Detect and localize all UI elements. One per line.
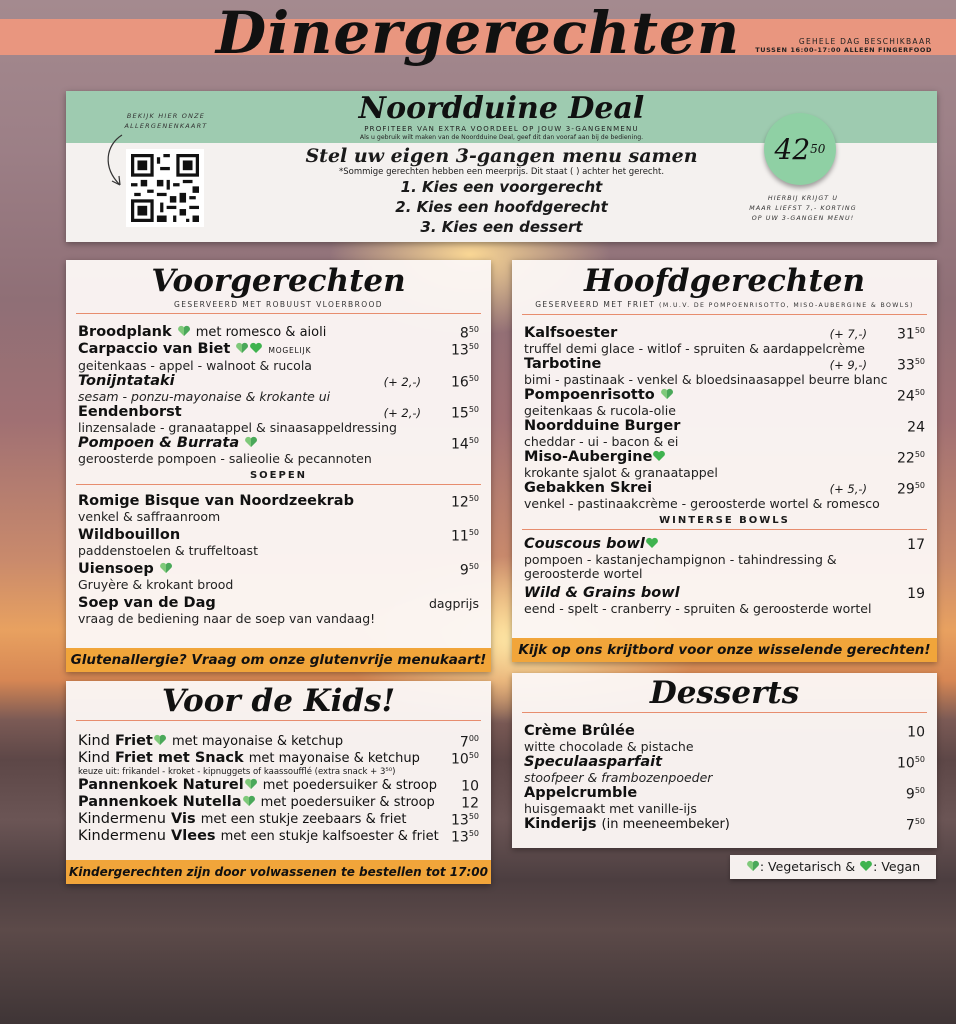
item-price: $22^{50}$: [896, 450, 925, 467]
item-name: Vlees: [171, 828, 216, 844]
item-prefix: Kind: [78, 750, 110, 766]
menu-item: [78, 493, 479, 524]
vegetarian-heart-icon: [242, 795, 256, 807]
item-price: $9^{50}$: [459, 562, 479, 579]
divider: [522, 712, 927, 713]
desserts-panel: [512, 673, 937, 848]
availability-line2: TUSSEN 16:00-17:00 ALLEEN FINGERFOOD: [755, 46, 932, 54]
item-price: $13^{50}$: [450, 829, 479, 846]
item-desc: eend - spelt - cranberry - spruiten & geroosterde wortel: [524, 601, 872, 616]
vegan-heart-icon: [652, 450, 666, 462]
desserts-title: Desserts: [649, 675, 800, 711]
item-supplement: (+ 5,-): [829, 482, 867, 496]
item-desc: krokante sjalot & granaatappel: [524, 465, 718, 480]
item-price: 24: [907, 419, 925, 436]
item-price: 17: [907, 537, 925, 553]
item-desc: geitenkaas - appel - walnoot & rucola: [78, 358, 312, 373]
menu-item: [524, 325, 925, 356]
allergen-callout: [106, 111, 226, 131]
item-extra: met poedersuiker & stroop: [262, 778, 437, 793]
item-supplement: (+ 9,-): [829, 358, 867, 372]
item-extra: met een stukje kalfsoester & friet: [220, 829, 439, 844]
item-desc-cont: geroosterde wortel: [524, 566, 643, 581]
deal-note: Als u gebruik wilt maken van de Noordduine Deal, geef dit dan vooraf aan bij de bediening.: [359, 134, 644, 141]
item-price: $9^{50}$: [905, 786, 925, 803]
item-extra: met mayonaise & ketchup: [248, 751, 420, 766]
soups-heading: SOEPEN: [249, 470, 308, 481]
item-name: Romige Bisque van Noordzeekrab: [78, 493, 354, 509]
item-name: Carpaccio van Biet: [78, 341, 231, 357]
item-name: Gebakken Skrei: [524, 480, 653, 496]
divider: [522, 529, 927, 530]
divider: [522, 314, 927, 315]
kids-panel: [66, 681, 491, 884]
menu-item: [524, 585, 925, 616]
discount-line2: MAAR LIEFST 7,- KORTING: [749, 205, 857, 212]
item-desc: bimi - pastinaak - venkel & bloedsinaasappel beurre blanc: [524, 372, 888, 387]
item-desc: Gruyère & krokant brood: [78, 577, 234, 592]
item-price: $7^{50}$: [905, 817, 925, 834]
menu-item: [78, 373, 479, 404]
deal-price-cents: 50: [810, 142, 826, 156]
item-extra: met mayonaise & ketchup: [171, 734, 344, 749]
vegan-heart-icon: [249, 342, 263, 354]
item-name: Miso-Aubergine: [524, 449, 653, 465]
item-price: $11^{50}$: [450, 528, 479, 545]
menu-item: [524, 387, 925, 418]
compose-note: *Sommige gerechten hebben een meerprijs. Dit staat ( ) achter het gerecht.: [338, 167, 665, 177]
item-price: $15^{50}$: [450, 405, 479, 422]
item-extra: MOGELIJK: [268, 346, 312, 355]
kids-title: Voor de Kids!: [161, 683, 396, 719]
vegetarian-heart-icon: [159, 562, 173, 574]
vegetarian-heart-icon: [177, 325, 191, 337]
menu-item: [524, 418, 925, 449]
item-name: Couscous bowl: [524, 536, 645, 552]
item-price: $33^{50}$: [896, 357, 925, 374]
item-price: $13^{50}$: [450, 342, 479, 359]
item-name: Kalfsoester: [524, 325, 618, 341]
compose-title: Stel uw eigen 3-gangen menu samen: [305, 145, 698, 167]
kids-banner: Kindergerechten zijn door volwassenen te bestellen tot 17:00: [66, 860, 491, 884]
item-name: Broodplank: [78, 324, 172, 340]
menu-item: [524, 785, 925, 816]
hoofdgerechten-subtitle: GESERVEERD MET FRIET (M.U.V. DE POMPOENRISOTTO, MISO-AUBERGINE & BOWLS): [535, 300, 914, 309]
menu-item: [78, 828, 479, 845]
vegetarian-heart-icon: [244, 436, 258, 448]
item-desc: witte chocolade & pistache: [524, 739, 694, 754]
legend-vegan-label: : Vegan: [873, 859, 921, 874]
deal-price-main: 42: [774, 132, 811, 166]
item-desc: huisgemaakt met vanille-ijs: [524, 801, 697, 816]
menu-item: [78, 794, 479, 811]
menu-item: [78, 341, 479, 373]
item-desc: paddenstoelen & truffeltoast: [78, 543, 258, 558]
item-desc: stoofpeer & frambozenpoeder: [524, 770, 713, 785]
item-name: Friet met Snack: [115, 750, 244, 766]
hoofdgerechten-panel: [512, 260, 937, 662]
menu-item: [78, 733, 479, 750]
discount-line3: OP UW 3-GANGEN MENU!: [751, 215, 855, 222]
menu-item: [78, 750, 479, 777]
menu-item: [524, 449, 925, 480]
item-desc: (in meeneembeker): [601, 817, 730, 832]
item-price: $7^{00}$: [459, 734, 479, 751]
item-name: Tonijntataki: [78, 373, 175, 389]
menu-item: [78, 777, 479, 794]
item-extra: met poedersuiker & stroop: [260, 795, 435, 810]
item-supplement: (+ 2,-): [383, 406, 421, 420]
item-desc: linzensalade - granaatappel & sinaasappeldressing: [78, 420, 397, 435]
menu-item: [524, 723, 925, 754]
item-price: $31^{50}$: [896, 326, 925, 343]
item-price: $10^{50}$: [450, 751, 479, 768]
item-name: Friet: [115, 733, 153, 749]
item-price: $10^{50}$: [896, 755, 925, 772]
item-name: Uiensoep: [78, 561, 154, 577]
vegetarian-heart-icon: [244, 778, 258, 790]
item-price: $12^{50}$: [450, 494, 479, 511]
gluten-banner: Glutenallergie? Vraag om onze glutenvrije menukaart!: [66, 648, 491, 672]
allergen-line1: BEKIJK HIER ONZE: [126, 112, 206, 120]
item-extra: met romesco & aioli: [195, 325, 327, 340]
item-desc: pompoen - kastanjechampignon - tahindressing &: [524, 552, 837, 567]
item-price: $16^{50}$: [450, 374, 479, 391]
item-name: Kinderijs: [524, 816, 597, 832]
item-price: $13^{50}$: [450, 812, 479, 829]
item-desc: truffel demi glace - witlof - spruiten & aardappelcrème: [524, 341, 865, 356]
vegetarian-heart-icon: [660, 388, 674, 400]
menu-item: [524, 754, 925, 785]
step-2: 2. Kies een hoofdgerecht: [395, 198, 608, 216]
menu-item: [524, 480, 925, 511]
discount-note: [738, 194, 868, 224]
item-price: 12: [461, 795, 479, 812]
deal-title: Noordduine Deal: [358, 91, 645, 126]
divider: [76, 484, 481, 485]
menu-item: [78, 527, 479, 558]
item-desc: geroosterde pompoen - salieolie & pecannoten: [78, 451, 372, 466]
item-desc: venkel & saffraanroom: [78, 509, 221, 524]
deal-subtitle: PROFITEER VAN EXTRA VOORDEEL OP JOUW 3-GANGENMENU: [364, 125, 639, 133]
discount-line1: HIERBIJ KRIJGT U: [767, 195, 839, 202]
item-name: Pompoen & Burrata: [78, 435, 240, 451]
item-prefix: Kindermenu: [78, 811, 166, 827]
item-price: $29^{50}$: [896, 481, 925, 498]
item-desc: vraag de bediening naar de soep van vandaag!: [78, 611, 376, 626]
menu-item: [524, 816, 925, 833]
deal-price-badge: [764, 113, 836, 185]
item-price: $8^{50}$: [459, 325, 479, 342]
item-desc: sesam - ponzu-mayonaise & krokante ui: [78, 389, 331, 404]
item-supplement: (+ 7,-): [829, 327, 867, 341]
menu-item: [524, 536, 925, 581]
item-name: Soep van de Dag: [78, 595, 216, 611]
item-name: Pompoenrisotto: [524, 387, 655, 403]
menu-item: [78, 811, 479, 828]
hoofdgerechten-title: Hoofdgerechten: [583, 263, 866, 299]
item-name: Appelcrumble: [524, 785, 638, 801]
step-1: 1. Kies een voorgerecht: [400, 178, 603, 196]
item-name: Speculaasparfait: [524, 754, 663, 770]
item-desc: venkel - pastinaakcrème - geroosterde wortel & romesco: [524, 496, 880, 511]
item-name: Eendenborst: [78, 404, 182, 420]
item-price: 10: [461, 778, 479, 795]
page-title: Dinergerechten: [215, 0, 741, 67]
item-name: Pannenkoek Naturel: [78, 777, 244, 793]
diet-legend: [730, 855, 936, 879]
item-price: dagprijs: [428, 596, 479, 611]
item-price: $24^{50}$: [896, 388, 925, 405]
item-price: $14^{50}$: [450, 436, 479, 453]
vegan-heart-icon: [645, 537, 659, 549]
allergen-line2: ALLERGENENKAART: [124, 122, 208, 130]
item-prefix: Kind: [78, 733, 110, 749]
item-name: Pannenkoek Nutella: [78, 794, 242, 810]
voorgerechten-panel: [66, 260, 491, 672]
item-prefix: Kindermenu: [78, 828, 166, 844]
item-desc: geitenkaas & rucola-olie: [524, 403, 676, 418]
vegetarian-heart-icon: [746, 860, 760, 872]
menu-item: [78, 561, 479, 592]
deal-box: [66, 91, 937, 242]
item-name: Vis: [171, 811, 196, 827]
menu-item: [78, 595, 479, 626]
vegetarian-heart-icon: [235, 342, 249, 354]
bowls-heading: WINTERSE BOWLS: [659, 515, 790, 526]
availability-line1: GEHELE DAG BESCHIKBAAR: [798, 37, 932, 46]
vegetarian-heart-icon: [153, 734, 167, 746]
snack-note: keuze uit: frikandel - kroket - kipnuggets of kaassoufflé (extra snack + 3⁵⁰): [78, 767, 396, 777]
item-name: Tarbotine: [524, 356, 602, 372]
divider: [76, 313, 481, 314]
step-3: 3. Kies een dessert: [420, 218, 583, 236]
item-name: Crème Brûlée: [524, 723, 635, 739]
menu-item: [524, 356, 925, 387]
item-name: Wild & Grains bowl: [524, 585, 680, 601]
divider: [76, 720, 481, 721]
krijtbord-banner: Kijk op ons krijtbord voor onze wisselende gerechten!: [512, 638, 937, 662]
availability-note: [755, 37, 932, 54]
item-name: Wildbouillon: [78, 527, 181, 543]
menu-item: [78, 404, 479, 435]
menu-item: [78, 324, 479, 341]
item-price: 10: [907, 724, 925, 741]
legend-veg-label: : Vegetarisch &: [759, 859, 856, 874]
item-name: Noordduine Burger: [524, 418, 681, 434]
item-price: 19: [907, 586, 925, 602]
vegan-heart-icon: [859, 860, 873, 872]
item-desc: cheddar - ui - bacon & ei: [524, 434, 679, 449]
menu-item: [78, 435, 479, 466]
voorgerechten-title: Voorgerechten: [151, 263, 406, 299]
voorgerechten-subtitle: GESERVEERD MET ROBUUST VLOERBROOD: [173, 300, 383, 309]
item-supplement: (+ 2,-): [383, 375, 421, 389]
item-extra: met een stukje zeebaars & friet: [200, 812, 407, 827]
